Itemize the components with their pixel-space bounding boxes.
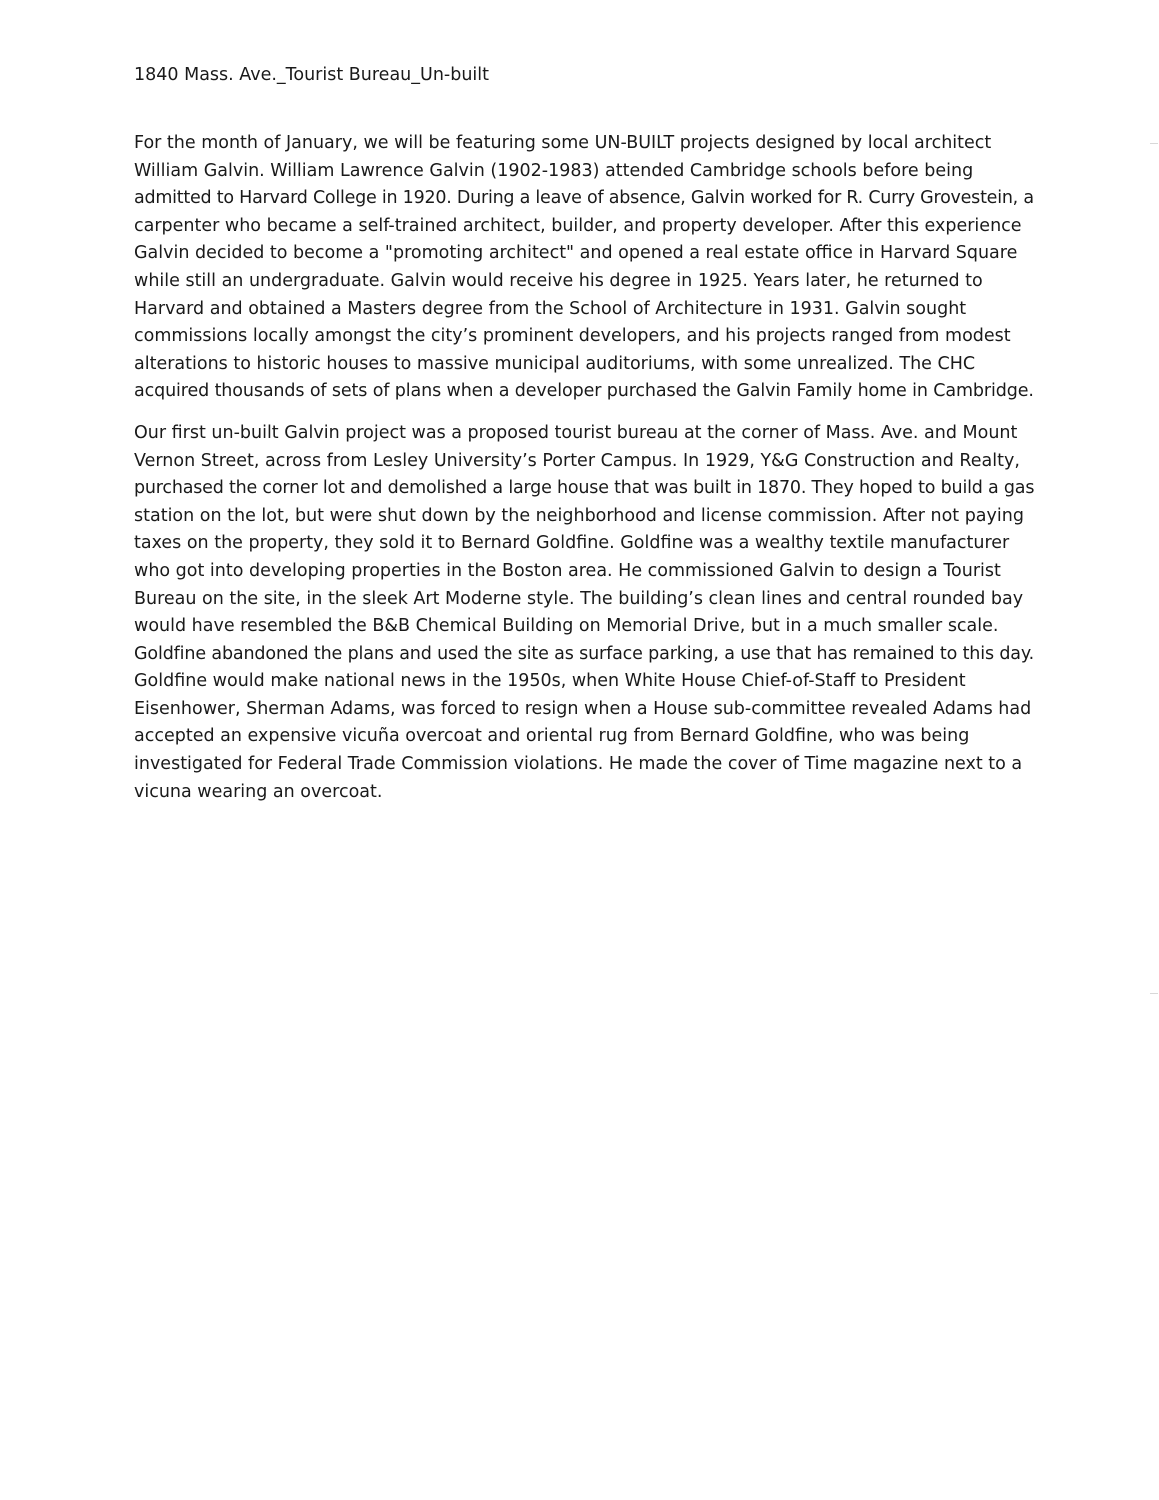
text-line: carpenter who became a self-trained architect, builder, and property developer. After this experience: [134, 215, 1022, 236]
text-line: For the month of January, we will be featuring some UN-BUILT projects designed by local architect: [134, 133, 992, 153]
text-line: acquired thousands of sets of plans when a developer purchased the Galvin Family home in Cambridge.: [134, 381, 1034, 402]
text-line: Eisenhower, Sherman Adams, was forced to resign when a House sub-committee revealed Adams had: [134, 698, 1032, 719]
text-line: vicuna wearing an overcoat.: [134, 781, 383, 802]
scan-speck: [1150, 143, 1158, 144]
text-line: Harvard and obtained a Masters degree from the School of Architecture in 1931. Galvin sought: [134, 298, 967, 319]
text-line: accepted an expensive vicuña overcoat and oriental rug from Bernard Goldfine, who was being: [134, 726, 970, 747]
text-line: Goldfine abandoned the plans and used the site as surface parking, a use that has remained to this day.: [134, 643, 1035, 664]
text-line: while still an undergraduate. Galvin would receive his degree in 1925. Years later, he returned to: [134, 270, 983, 291]
paragraph-intro: [134, 130, 1034, 406]
text-line: who got into developing properties in the Boston area. He commissioned Galvin to design a Tourist: [134, 560, 1001, 581]
scan-speck: [1150, 993, 1158, 994]
text-line: station on the lot, but were shut down by the neighborhood and license commission. After not paying: [134, 505, 1024, 526]
text-line: admitted to Harvard College in 1920. During a leave of absence, Galvin worked for R. Curry Grovestein, a: [134, 188, 1034, 209]
document-title: 1840 Mass. Ave._Tourist Bureau_Un-built: [134, 65, 490, 85]
text-line: investigated for Federal Trade Commission violations. He made the cover of Time magazine next to a: [134, 754, 1023, 775]
text-line: Galvin decided to become a "promoting architect" and opened a real estate office in Harvard Square: [134, 243, 1018, 264]
text-line: Bureau on the site, in the sleek Art Moderne style. The building’s clean lines and central rounded bay: [134, 588, 1024, 609]
text-line: would have resembled the B&B Chemical Building on Memorial Drive, but in a much smaller scale.: [134, 616, 999, 637]
text-line: Vernon Street, across from Lesley University’s Porter Campus. In 1929, Y&G Construction and Realty,: [134, 450, 1020, 471]
paragraph-tourist-bureau: [134, 420, 1034, 806]
text-line: taxes on the property, they sold it to Bernard Goldfine. Goldfine was a wealthy textile manufacturer: [134, 533, 1010, 554]
text-line: Our first un-built Galvin project was a proposed tourist bureau at the corner of Mass. Ave. and Mount: [134, 422, 1018, 443]
text-line: purchased the corner lot and demolished a large house that was built in 1870. They hoped to build a gas: [134, 478, 1035, 499]
text-line: William Galvin. William Lawrence Galvin (1902-1983) attended Cambridge schools before being: [134, 160, 974, 181]
text-line: alterations to historic houses to massive municipal auditoriums, with some unrealized. The CHC: [134, 353, 976, 374]
document-body: [134, 130, 1034, 820]
text-line: commissions locally amongst the city’s prominent developers, and his projects ranged from modest: [134, 326, 1011, 347]
text-line: Goldfine would make national news in the 1950s, when White House Chief-of-Staff to President: [134, 671, 966, 692]
